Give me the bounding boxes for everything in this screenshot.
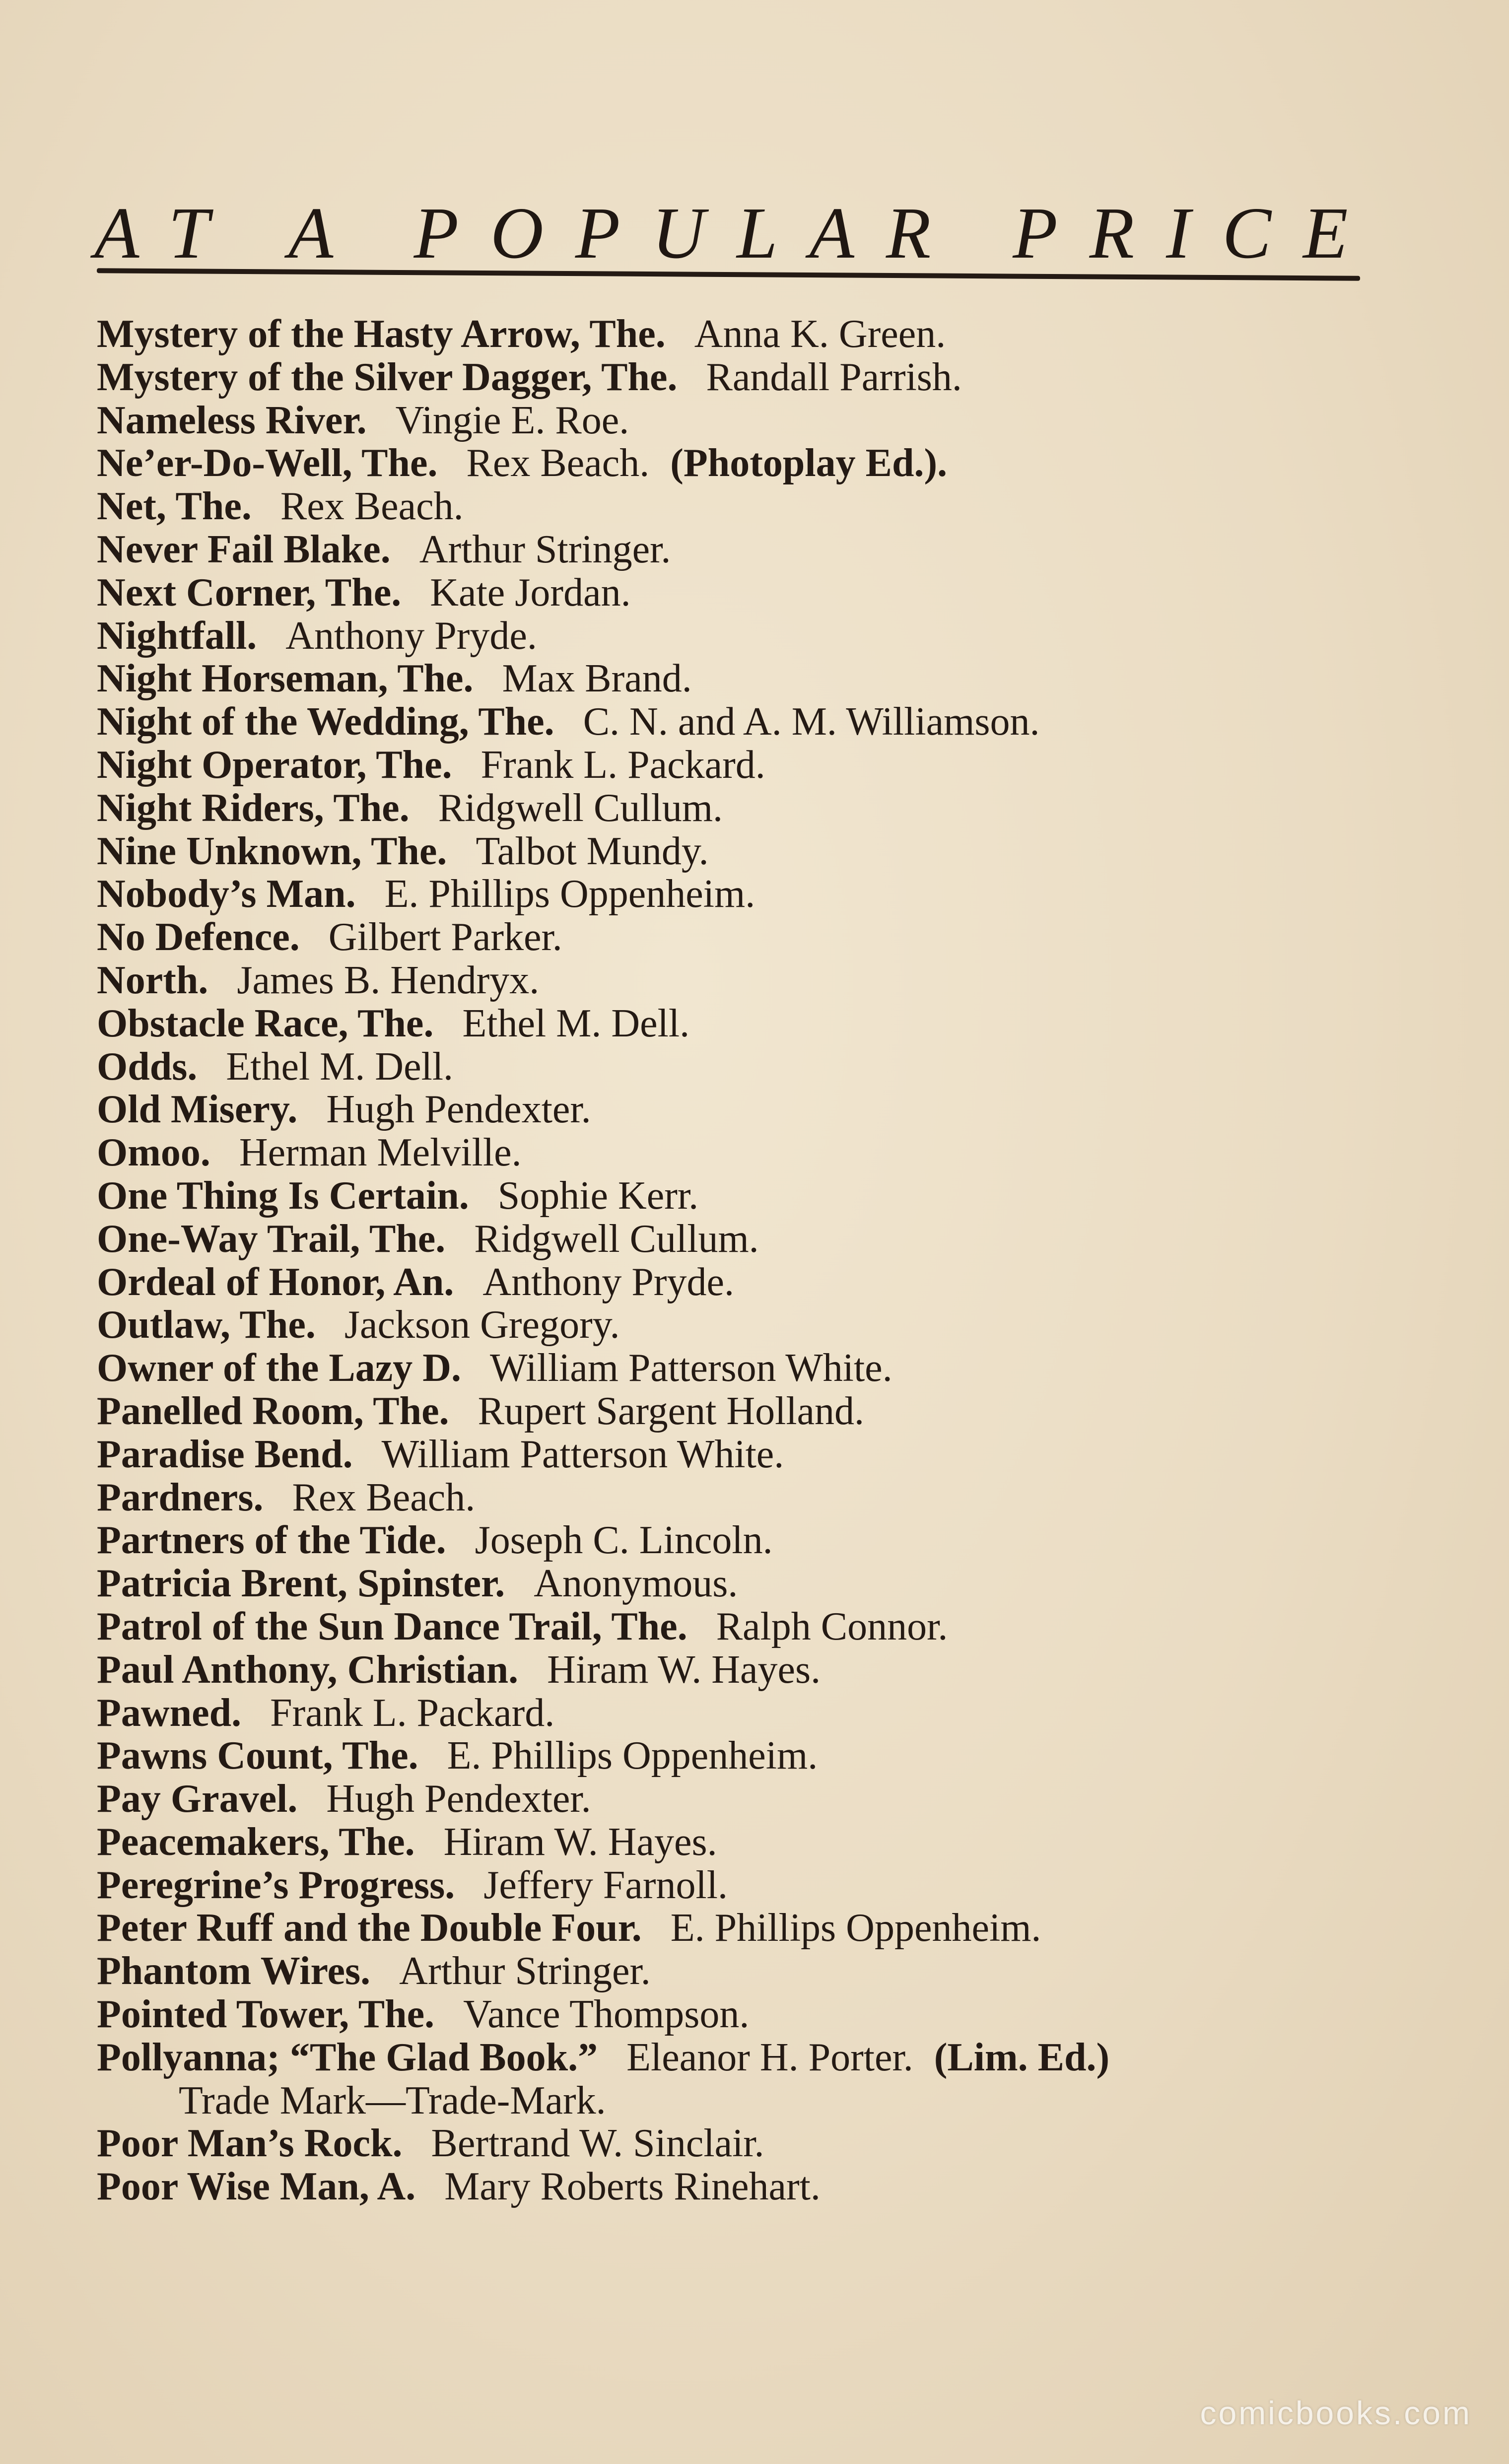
book-author: Max Brand. (502, 657, 692, 701)
book-entry (97, 571, 1477, 615)
book-entry (97, 485, 1477, 528)
book-entry (97, 1907, 1477, 1950)
book-entry (97, 313, 1477, 356)
book-author: Vance Thompson. (463, 1992, 750, 2037)
book-entry (97, 830, 1477, 873)
book-title: Next Corner, The. (97, 570, 402, 615)
book-entry (97, 1993, 1477, 2036)
book-author: Bertrand W. Sinclair. (431, 2122, 764, 2166)
edition-note: (Lim. Ed.) (934, 2035, 1110, 2079)
book-author: Ridgwell Cullum. (438, 786, 723, 830)
book-entry (97, 1088, 1477, 1131)
book-author: Arthur Stringer. (419, 527, 671, 571)
book-title: Peacemakers, The. (97, 1820, 415, 1864)
book-author: Ethel M. Dell. (226, 1044, 454, 1089)
book-author: Arthur Stringer. (399, 1949, 651, 1993)
book-entry (97, 1476, 1477, 1519)
book-title: North. (97, 958, 208, 1002)
book-entry (97, 1562, 1477, 1605)
book-title: Obstacle Race, The. (97, 1001, 434, 1045)
book-title: Paul Anthony, Christian. (97, 1647, 519, 1692)
book-entry (97, 1131, 1477, 1174)
book-author: E. Phillips Oppenheim. (670, 1906, 1041, 1950)
book-title: Night of the Wedding, The. (97, 700, 554, 744)
book-author: Anonymous. (534, 1562, 738, 1606)
book-title: Mystery of the Hasty Arrow, The. (97, 312, 666, 356)
book-entry (97, 615, 1477, 658)
book-title: Ordeal of Honor, An. (97, 1260, 454, 1304)
book-author: Ethel M. Dell. (462, 1001, 690, 1045)
book-title: Peregrine’s Progress. (97, 1863, 455, 1907)
book-author: Anthony Pryde. (482, 1260, 734, 1304)
book-author: Anna K. Green. (694, 312, 946, 356)
book-title: One Thing Is Certain. (97, 1173, 469, 1218)
book-entry (97, 1950, 1477, 1993)
book-title: Poor Wise Man, A. (97, 2165, 416, 2209)
book-entry (97, 787, 1477, 830)
book-entry (97, 1218, 1477, 1261)
book-title: Nightfall. (97, 614, 257, 658)
book-entry (97, 528, 1477, 571)
book-entry (97, 1303, 1477, 1347)
book-entry (97, 442, 1477, 485)
book-entry (97, 1347, 1477, 1390)
book-author: E. Phillips Oppenheim. (447, 1734, 818, 1778)
book-entry (97, 1692, 1477, 1735)
book-author: Frank L. Packard. (270, 1691, 555, 1735)
book-author: C. N. and A. M. Williamson. (583, 700, 1040, 744)
book-title: Ne’er-Do-Well, The. (97, 441, 438, 485)
book-title: Patrol of the Sun Dance Trail, The. (97, 1604, 687, 1648)
book-author: Gilbert Parker. (328, 915, 562, 959)
book-title: Pollyanna; “The Glad Book.” (97, 2035, 598, 2079)
book-title: Net, The. (97, 484, 252, 529)
book-author: Ridgwell Cullum. (474, 1217, 759, 1261)
book-author: Kate Jordan. (430, 570, 631, 615)
edition-note: (Photoplay Ed.). (670, 441, 948, 485)
book-title: Omoo. (97, 1131, 210, 1175)
book-title: Nobody’s Man. (97, 872, 356, 916)
book-author: William Patterson White. (489, 1346, 892, 1390)
book-entry (97, 657, 1477, 700)
book-entry (97, 1605, 1477, 1648)
book-title: Owner of the Lazy D. (97, 1346, 461, 1390)
book-title: Mystery of the Silver Dagger, The. (97, 355, 678, 399)
book-title: Outlaw, The. (97, 1303, 316, 1347)
book-author: Hiram W. Hayes. (443, 1820, 717, 1864)
book-title: Poor Man’s Rock. (97, 2122, 403, 2166)
book-entry (97, 1778, 1477, 1821)
book-title: Partners of the Tide. (97, 1518, 446, 1563)
book-entry (97, 2036, 1477, 2079)
book-entry (97, 399, 1477, 442)
book-title: Pay Gravel. (97, 1777, 298, 1821)
book-title: Odds. (97, 1044, 198, 1089)
book-author: Sophie Kerr. (497, 1173, 699, 1218)
book-title: Patricia Brent, Spinster. (97, 1562, 505, 1606)
book-author: Randall Parrish. (706, 355, 962, 399)
book-title: Night Horseman, The. (97, 657, 474, 701)
book-title: Pawns Count, The. (97, 1734, 418, 1778)
book-entry (97, 1734, 1477, 1778)
book-entry (97, 1433, 1477, 1476)
book-author: James B. Hendryx. (237, 958, 540, 1002)
book-author: Rupert Sargent Holland. (478, 1389, 865, 1433)
book-author: Hugh Pendexter. (326, 1777, 591, 1821)
book-title: Night Operator, The. (97, 743, 452, 787)
book-entry (97, 2165, 1477, 2208)
book-title: Night Riders, The. (97, 786, 410, 830)
book-author: Hiram W. Hayes. (547, 1647, 821, 1692)
book-entry (97, 1519, 1477, 1562)
book-title: Nameless River. (97, 398, 367, 442)
book-list (97, 313, 1477, 2208)
book-entry (97, 1821, 1477, 1864)
watermark-text: comicbooks.com (1200, 2395, 1472, 2431)
book-title: Old Misery. (97, 1088, 298, 1132)
book-author: Frank L. Packard. (480, 743, 765, 787)
book-title: Panelled Room, The. (97, 1389, 449, 1433)
book-entry (97, 1261, 1477, 1304)
book-title: Pointed Tower, The. (97, 1992, 435, 2037)
book-entry (97, 744, 1477, 787)
book-author: Rex Beach. (466, 441, 650, 485)
book-author: Ralph Connor. (716, 1604, 948, 1648)
book-entry (97, 1002, 1477, 1045)
book-author: E. Phillips Oppenheim. (384, 872, 755, 916)
book-entry (97, 2122, 1477, 2165)
book-entry (97, 1045, 1477, 1089)
book-entry (97, 1864, 1477, 1907)
book-author: Jeffery Farnoll. (483, 1863, 728, 1907)
book-author: Herman Melville. (239, 1131, 522, 1175)
book-entry (97, 916, 1477, 959)
book-author: Rex Beach. (280, 484, 464, 529)
book-author: Eleanor H. Porter. (626, 2035, 913, 2079)
book-title: Never Fail Blake. (97, 527, 391, 571)
book-title: No Defence. (97, 915, 300, 959)
book-title: One-Way Trail, The. (97, 1217, 446, 1261)
page-heading: AT A POPULAR PRICE (94, 193, 1380, 274)
book-entry (97, 1648, 1477, 1692)
book-entry (97, 873, 1477, 916)
book-author: Joseph C. Lincoln. (475, 1518, 773, 1563)
book-author: Anthony Pryde. (285, 614, 537, 658)
book-entry (97, 1390, 1477, 1433)
book-entry (97, 356, 1477, 399)
book-entry (97, 959, 1477, 1002)
book-entry (97, 700, 1477, 744)
book-title: Paradise Bend. (97, 1432, 353, 1476)
book-author: Jackson Gregory. (344, 1303, 620, 1347)
book-author: Talbot Mundy. (476, 829, 709, 873)
book-entry (97, 1174, 1477, 1218)
book-title: Pardners. (97, 1475, 264, 1519)
book-entry (97, 2079, 1477, 2122)
book-author: William Patterson White. (381, 1432, 784, 1476)
book-author: Mary Roberts Rinehart. (444, 2165, 821, 2209)
book-author: Rex Beach. (292, 1475, 476, 1519)
book-title: Phantom Wires. (97, 1949, 371, 1993)
book-author: Trade Mark—Trade-Mark. (179, 2078, 606, 2122)
book-title: Pawned. (97, 1691, 242, 1735)
book-author: Vingie E. Roe. (395, 398, 629, 442)
book-author: Hugh Pendexter. (326, 1088, 591, 1132)
book-title: Peter Ruff and the Double Four. (97, 1906, 642, 1950)
book-title: Nine Unknown, The. (97, 829, 447, 873)
